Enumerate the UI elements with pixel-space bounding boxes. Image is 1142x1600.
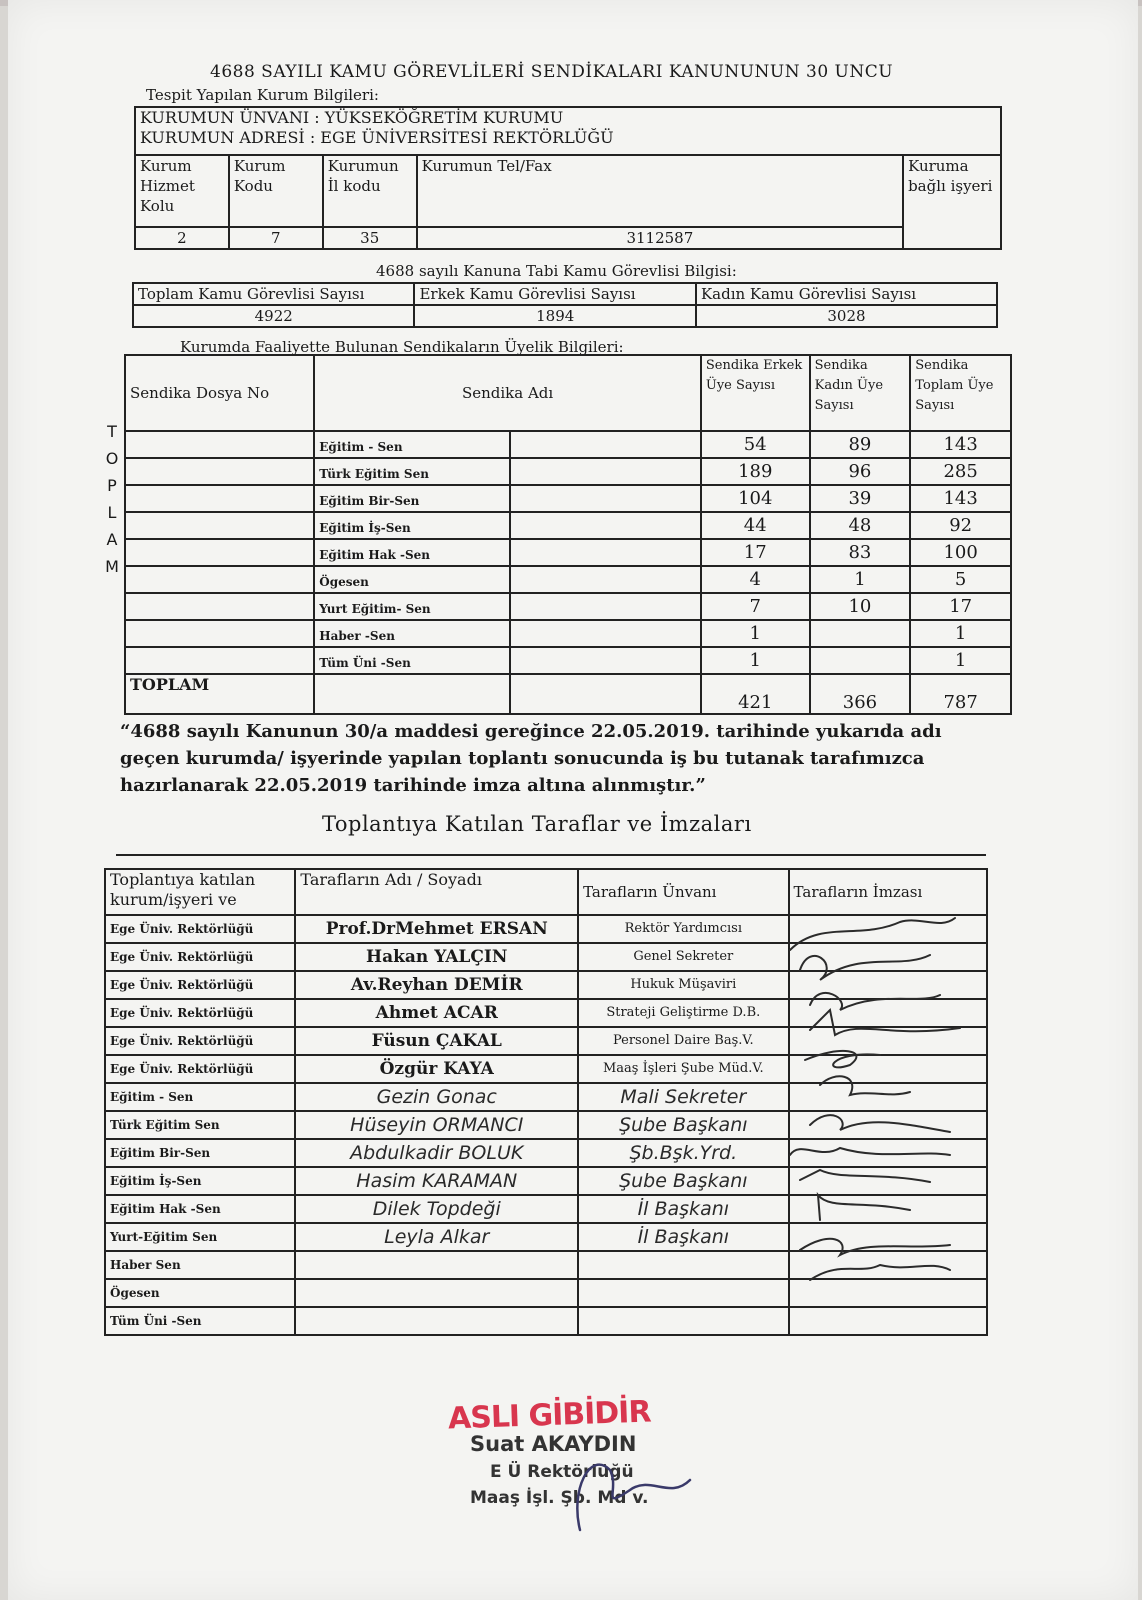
signature-10	[818, 1195, 910, 1220]
header-total-members: Sendika Toplam Üye Sayısı	[910, 355, 1011, 431]
union-name: Ögesen	[314, 566, 509, 593]
union-male: 4	[701, 566, 810, 593]
union-row	[125, 620, 1011, 647]
party-name: Ahmet ACAR	[295, 999, 578, 1027]
union-total: 17	[910, 593, 1011, 620]
union-name: Yurt Eğitim- Sen	[314, 593, 509, 620]
vertical-letter: L	[107, 503, 117, 522]
header-party-institution: Toplantıya katılan kurum/işyeri ve	[105, 869, 295, 915]
signature-8	[790, 1148, 950, 1155]
party-name: Özgür KAYA	[295, 1055, 578, 1083]
union-extra	[510, 512, 701, 539]
union-female: 10	[810, 593, 911, 620]
header-service-branch: Kurum Hizmet Kolu	[135, 155, 229, 227]
signature-3	[810, 993, 940, 1010]
stamp-dept: Maaş İşl. Şb. Md v.	[470, 1488, 649, 1508]
value-province-code: 35	[323, 227, 417, 249]
union-file-no	[125, 431, 314, 458]
value-male-staff: 1894	[414, 305, 695, 327]
union-total: 100	[910, 539, 1011, 566]
party-institution: Haber Sen	[105, 1251, 295, 1279]
union-extra	[510, 458, 701, 485]
value-tel-fax: 3112587	[417, 227, 903, 249]
header-party-signature: Tarafların İmzası	[789, 869, 987, 915]
union-file-no	[125, 485, 314, 512]
header-workplace: Kuruma bağlı işyeri	[903, 155, 1001, 249]
party-name: Abdulkadir BOLUK	[295, 1139, 578, 1167]
party-title: Maaş İşleri Şube Müd.V.	[578, 1055, 788, 1083]
union-male: 7	[701, 593, 810, 620]
vertical-toplam-label	[102, 418, 122, 580]
union-total: 92	[910, 512, 1011, 539]
union-female: 83	[810, 539, 911, 566]
signature-9	[800, 1170, 930, 1182]
party-institution: Eğitim İş-Sen	[105, 1167, 295, 1195]
union-male: 1	[701, 647, 810, 674]
totals-male: 421	[701, 674, 810, 714]
party-name	[295, 1251, 578, 1279]
value-service-branch: 2	[135, 227, 229, 249]
header-female-staff: Kadın Kamu Görevlisi Sayısı	[696, 283, 997, 305]
value-code: 7	[229, 227, 323, 249]
header-file-no: Sendika Dosya No	[125, 355, 314, 431]
party-title: Şube Başkanı	[578, 1111, 788, 1139]
signature-7	[810, 1115, 950, 1132]
party-institution: Ege Üniv. Rektörlüğü	[105, 1055, 295, 1083]
party-title: Genel Sekreter	[578, 943, 788, 971]
union-extra	[510, 485, 701, 512]
party-institution: Tüm Üni -Sen	[105, 1307, 295, 1335]
union-row	[125, 539, 1011, 566]
union-row	[125, 431, 1011, 458]
union-file-no	[125, 647, 314, 674]
party-title: Personel Daire Baş.V.	[578, 1027, 788, 1055]
staff-section-label: 4688 sayılı Kanuna Tabi Kamu Görevlisi Bilgisi:	[376, 262, 737, 280]
vertical-letter: M	[105, 557, 119, 576]
signature-6	[820, 1076, 910, 1095]
party-title: Hukuk Müşaviri	[578, 971, 788, 999]
totals-label: TOPLAM	[125, 674, 314, 714]
stamp-name: Suat AKAYDIN	[470, 1432, 637, 1456]
heading-rule	[116, 854, 986, 856]
party-institution: Eğitim Bir-Sen	[105, 1139, 295, 1167]
value-total-staff: 4922	[133, 305, 414, 327]
signature-2	[800, 955, 930, 980]
unions-section-label: Kurumda Faaliyette Bulunan Sendikaların Üyelik Bilgileri:	[180, 338, 624, 356]
union-file-no	[125, 566, 314, 593]
party-institution: Ege Üniv. Rektörlüğü	[105, 999, 295, 1027]
institution-address: KURUMUN ADRESİ : EGE ÜNİVERSİTESİ REKTÖRLÜĞÜ	[140, 128, 614, 147]
signature-11	[800, 1239, 950, 1255]
union-row	[125, 485, 1011, 512]
unions-table	[124, 354, 1012, 715]
signature-5	[805, 1051, 880, 1067]
union-total: 285	[910, 458, 1011, 485]
party-institution: Ege Üniv. Rektörlüğü	[105, 915, 295, 943]
header-party-title: Tarafların Ünvanı	[578, 869, 788, 915]
stamp-signature	[540, 1430, 710, 1540]
union-male: 44	[701, 512, 810, 539]
union-row	[125, 512, 1011, 539]
vertical-letter: A	[106, 530, 118, 549]
party-name: Gezin Gonac	[295, 1083, 578, 1111]
union-female	[810, 620, 911, 647]
party-institution: Eğitim Hak -Sen	[105, 1195, 295, 1223]
party-name	[295, 1307, 578, 1335]
party-title	[578, 1251, 788, 1279]
union-total: 1	[910, 647, 1011, 674]
party-title: Strateji Geliştirme D.B.	[578, 999, 788, 1027]
party-institution: Yurt-Eğitim Sen	[105, 1223, 295, 1251]
party-name: Hüseyin ORMANCI	[295, 1111, 578, 1139]
totals-empty-cell	[314, 674, 509, 714]
institution-table	[134, 106, 1002, 250]
party-name	[295, 1279, 578, 1307]
party-name: Hakan YALÇIN	[295, 943, 578, 971]
union-total: 143	[910, 431, 1011, 458]
union-total: 143	[910, 485, 1011, 512]
header-code: Kurum Kodu	[229, 155, 323, 227]
union-extra	[510, 647, 701, 674]
party-signature	[789, 1307, 987, 1335]
party-title: Mali Sekreter	[578, 1083, 788, 1111]
party-institution: Ege Üniv. Rektörlüğü	[105, 1027, 295, 1055]
party-title: İl Başkanı	[578, 1223, 788, 1251]
union-name: Eğitim Bir-Sen	[314, 485, 509, 512]
signatures-drawing	[780, 910, 980, 1310]
union-name: Tüm Üni -Sen	[314, 647, 509, 674]
vertical-letter: P	[107, 476, 117, 495]
union-file-no	[125, 458, 314, 485]
signature-1	[790, 918, 955, 950]
party-name: Dilek Topdeği	[295, 1195, 578, 1223]
party-institution: Eğitim - Sen	[105, 1083, 295, 1111]
signature-12	[810, 1265, 950, 1280]
header-male-members: Sendika Erkek Üye Sayısı	[701, 355, 810, 431]
union-female	[810, 647, 911, 674]
header-union-name: Sendika Adı	[314, 355, 701, 431]
union-male: 54	[701, 431, 810, 458]
party-title	[578, 1307, 788, 1335]
header-province-code: Kurumun İl kodu	[323, 155, 417, 227]
union-row	[125, 593, 1011, 620]
header-tel-fax: Kurumun Tel/Fax	[417, 155, 903, 227]
union-extra	[510, 593, 701, 620]
institution-section-label: Tespit Yapılan Kurum Bilgileri:	[146, 86, 379, 104]
stamp-office: E Ü Rektörlüğü	[490, 1462, 634, 1482]
institution-name: KURUMUN ÜNVANI : YÜKSEKÖĞRETİM KURUMU	[140, 108, 564, 127]
union-row	[125, 566, 1011, 593]
union-female: 39	[810, 485, 911, 512]
header-party-name: Tarafların Adı / Soyadı	[295, 869, 578, 915]
header-male-staff: Erkek Kamu Görevlisi Sayısı	[414, 283, 695, 305]
parties-heading: Toplantıya Katılan Taraflar ve İmzaları	[322, 812, 752, 836]
party-row	[105, 1307, 987, 1335]
union-file-no	[125, 620, 314, 647]
party-title: İl Başkanı	[578, 1195, 788, 1223]
union-file-no	[125, 539, 314, 566]
party-title	[578, 1279, 788, 1307]
union-file-no	[125, 512, 314, 539]
party-institution: Ege Üniv. Rektörlüğü	[105, 971, 295, 999]
union-male: 189	[701, 458, 810, 485]
party-institution: Ögesen	[105, 1279, 295, 1307]
header-female-members: Sendika Kadın Üye Sayısı	[810, 355, 911, 431]
party-title: Şb.Bşk.Yrd.	[578, 1139, 788, 1167]
union-row	[125, 458, 1011, 485]
value-female-staff: 3028	[696, 305, 997, 327]
union-male: 1	[701, 620, 810, 647]
header-total-staff: Toplam Kamu Görevlisi Sayısı	[133, 283, 414, 305]
totals-empty-cell	[510, 674, 701, 714]
union-extra	[510, 431, 701, 458]
union-name: Eğitim - Sen	[314, 431, 509, 458]
union-total: 1	[910, 620, 1011, 647]
union-male: 104	[701, 485, 810, 512]
party-institution: Türk Eğitim Sen	[105, 1111, 295, 1139]
totals-female: 366	[810, 674, 911, 714]
union-female: 48	[810, 512, 911, 539]
party-title: Rektör Yardımcısı	[578, 915, 788, 943]
union-extra	[510, 620, 701, 647]
union-name: Türk Eğitim Sen	[314, 458, 509, 485]
vertical-letter: T	[107, 422, 117, 441]
party-name: Hasim KARAMAN	[295, 1167, 578, 1195]
union-file-no	[125, 593, 314, 620]
party-title: Şube Başkanı	[578, 1167, 788, 1195]
union-extra	[510, 566, 701, 593]
party-name: Prof.DrMehmet ERSAN	[295, 915, 578, 943]
certified-stamp: ASLI GİBİDİR	[447, 1394, 652, 1437]
party-name: Füsun ÇAKAL	[295, 1027, 578, 1055]
union-female: 89	[810, 431, 911, 458]
union-row	[125, 647, 1011, 674]
party-name: Av.Reyhan DEMİR	[295, 971, 578, 999]
union-name: Haber -Sen	[314, 620, 509, 647]
staff-table	[132, 282, 998, 328]
party-institution: Ege Üniv. Rektörlüğü	[105, 943, 295, 971]
union-total: 5	[910, 566, 1011, 593]
union-male: 17	[701, 539, 810, 566]
union-female: 1	[810, 566, 911, 593]
statement-paragraph: “4688 sayılı Kanunun 30/a maddesi gereğince 22.05.2019. tarihinde yukarıda adı geçen kurumda/ işyerinde yapılan toplantı sonucunda iş bu tutanak tarafımızca hazırlanarak 22.05.2019 tarihinde imza altına alınmıştır.”	[120, 721, 942, 796]
union-female: 96	[810, 458, 911, 485]
union-name: Eğitim İş-Sen	[314, 512, 509, 539]
vertical-letter: O	[105, 449, 119, 468]
signature-4	[810, 1010, 960, 1035]
union-rows	[125, 431, 1011, 674]
party-name: Leyla Alkar	[295, 1223, 578, 1251]
union-extra	[510, 539, 701, 566]
union-name: Eğitim Hak -Sen	[314, 539, 509, 566]
totals-total: 787	[910, 674, 1011, 714]
document-title: 4688 SAYILI KAMU GÖREVLİLERİ SENDİKALARI KANUNUNUN 30 UNCU	[210, 62, 894, 82]
